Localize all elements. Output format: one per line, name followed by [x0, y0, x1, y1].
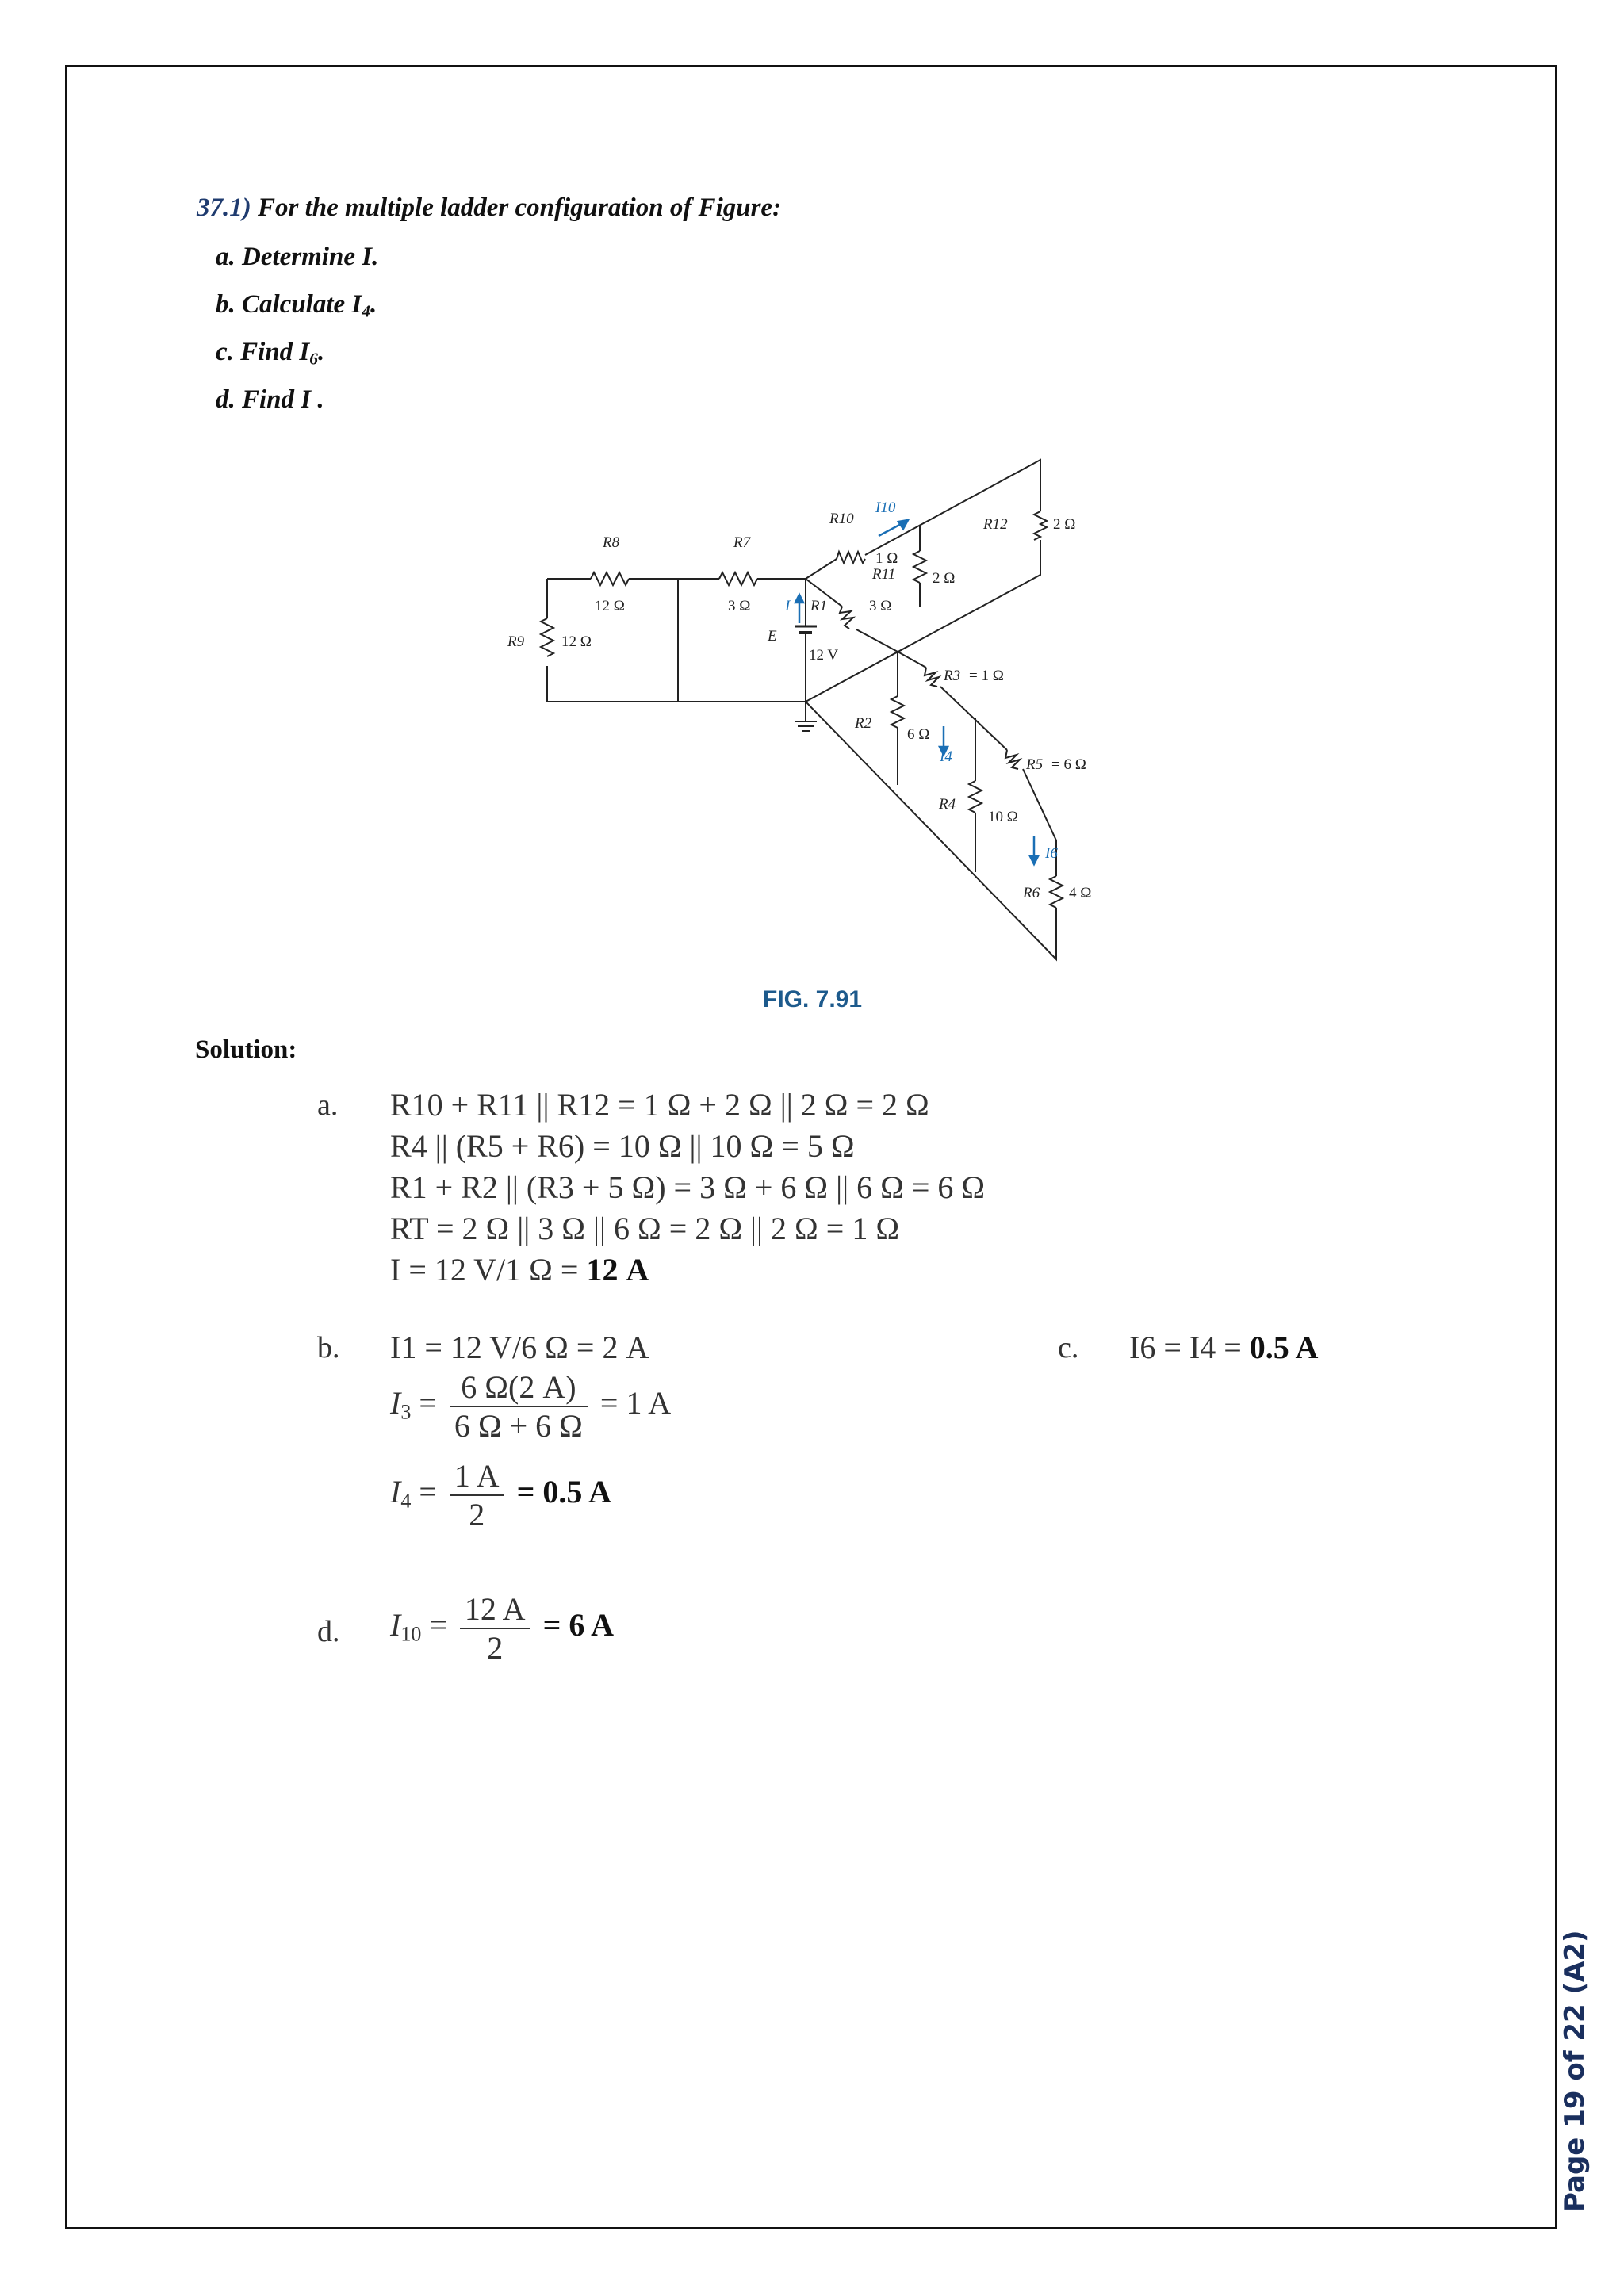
label-R2-value: 6 Ω: [907, 726, 930, 743]
label-R6-value: 4 Ω: [1069, 885, 1092, 901]
current-I10-arrow: [879, 523, 902, 536]
label-R4: R4: [939, 796, 956, 813]
part-b-label: b.: [317, 1331, 340, 1364]
label-R7: R7: [733, 534, 751, 551]
resistor-R6: [1050, 876, 1063, 908]
label-R10: R10: [829, 511, 854, 527]
label-R9: R9: [508, 633, 525, 650]
part-a-answer: 12 A: [586, 1252, 649, 1288]
resistor-R2: [891, 696, 904, 728]
part-a-line4: RT = 2 Ω || 3 Ω || 6 Ω = 2 Ω || 2 Ω = 1 Ω: [390, 1211, 900, 1246]
resistor-R12: [1034, 511, 1047, 540]
label-I10: I10: [875, 499, 896, 516]
resistor-R1: [840, 607, 853, 629]
resistor-R9: [541, 618, 553, 656]
label-E-value: 12 V: [809, 647, 839, 664]
question-item-a: a. Determine I.: [216, 243, 379, 271]
question-number: 37.1): [197, 193, 251, 222]
label-R10-value: 1 Ω: [875, 550, 898, 567]
resistor-R3: [925, 668, 939, 687]
question-item-b: b. Calculate $I_4$.: [216, 290, 377, 321]
label-E: E: [768, 628, 777, 645]
resistor-R10: [837, 552, 865, 563]
part-a-line2: R4 || (R5 + R6) = 10 Ω || 10 Ω = 5 Ω: [390, 1128, 855, 1164]
question-item-d: d. Find I .: [216, 385, 324, 414]
part-c-label: c.: [1058, 1331, 1079, 1364]
label-R12-value: 2 Ω: [1053, 516, 1076, 533]
question-heading: [197, 193, 781, 223]
label-R5: R5: [1026, 756, 1044, 773]
label-R8-value: 12 Ω: [595, 598, 625, 614]
label-R3: R3: [944, 668, 961, 684]
resistor-R11: [914, 551, 926, 583]
part-c-line: I6 = I4 = 0.5 A: [1129, 1330, 1319, 1365]
question-prompt: For the multiple ladder configuration of Figure:: [258, 193, 782, 222]
part-b-i4: $I_4$ = $\frac{1 A}{2}$ = 0.5 A: [390, 1458, 612, 1533]
circuit-figure: [484, 444, 1134, 967]
label-R1: R1: [810, 598, 828, 614]
label-R1-value: 3 Ω: [869, 598, 892, 614]
i3-fraction: $\frac{6 \Omega(2 A)}{6 \Omega + 6 \Omega}$: [450, 1368, 588, 1445]
resistor-R7: [719, 572, 757, 585]
label-R5-value: = 6 Ω: [1051, 756, 1086, 773]
label-R11: R11: [872, 566, 896, 583]
question-item-c: c. Find $I_6$.: [216, 338, 325, 369]
label-I6: I6: [1045, 845, 1058, 862]
label-R11-value: 2 Ω: [933, 570, 956, 587]
part-b-line1: I1 = 12 V/6 Ω = 2 A: [390, 1330, 649, 1365]
part-a-label: a.: [317, 1089, 339, 1122]
resistor-R5: [1005, 750, 1020, 769]
part-d-i10: $I_{10}$ = $\frac{12 A}{2}$ = 6 A: [390, 1591, 615, 1666]
part-a-line1: R10 + R11 || R12 = 1 Ω + 2 Ω || 2 Ω = 2 Ω: [390, 1087, 929, 1123]
page-number-footer: Page 19 of 22 (A2): [1559, 1930, 1591, 2212]
label-I4: I4: [940, 748, 952, 765]
part-c-answer: 0.5 A: [1249, 1330, 1319, 1365]
label-R4-value: 10 Ω: [988, 809, 1018, 825]
part-d-label: d.: [317, 1615, 340, 1648]
label-R2: R2: [855, 715, 872, 732]
i4-fraction: $\frac{1 A}{2}$: [450, 1457, 504, 1533]
label-R7-value: 3 Ω: [728, 598, 751, 614]
figure-caption: FIG. 7.91: [763, 986, 863, 1012]
solution-heading: Solution:: [195, 1035, 297, 1064]
label-R8: R8: [603, 534, 620, 551]
label-R12: R12: [983, 516, 1008, 533]
ground-symbol: [795, 721, 817, 731]
circuit-diagram: [484, 444, 1134, 967]
part-a-line5: I = 12 V/1 Ω = 12 A: [390, 1252, 649, 1288]
part-a-line3: R1 + R2 || (R3 + 5 Ω) = 3 Ω + 6 Ω || 6 Ω = 6 Ω: [390, 1169, 986, 1205]
label-R9-value: 12 Ω: [561, 633, 592, 650]
resistor-R8: [591, 572, 629, 585]
part-b-i3: $I_3$ = $\frac{6 \Omega(2 A)}{6 \Omega + 6 \Omega}$ = 1 A: [390, 1369, 672, 1444]
label-I: I: [785, 598, 791, 614]
label-R6: R6: [1023, 885, 1040, 901]
label-R3-value: = 1 Ω: [969, 668, 1004, 684]
resistor-R4: [969, 781, 982, 813]
i10-fraction: $\frac{12 A}{2}$: [460, 1590, 530, 1667]
